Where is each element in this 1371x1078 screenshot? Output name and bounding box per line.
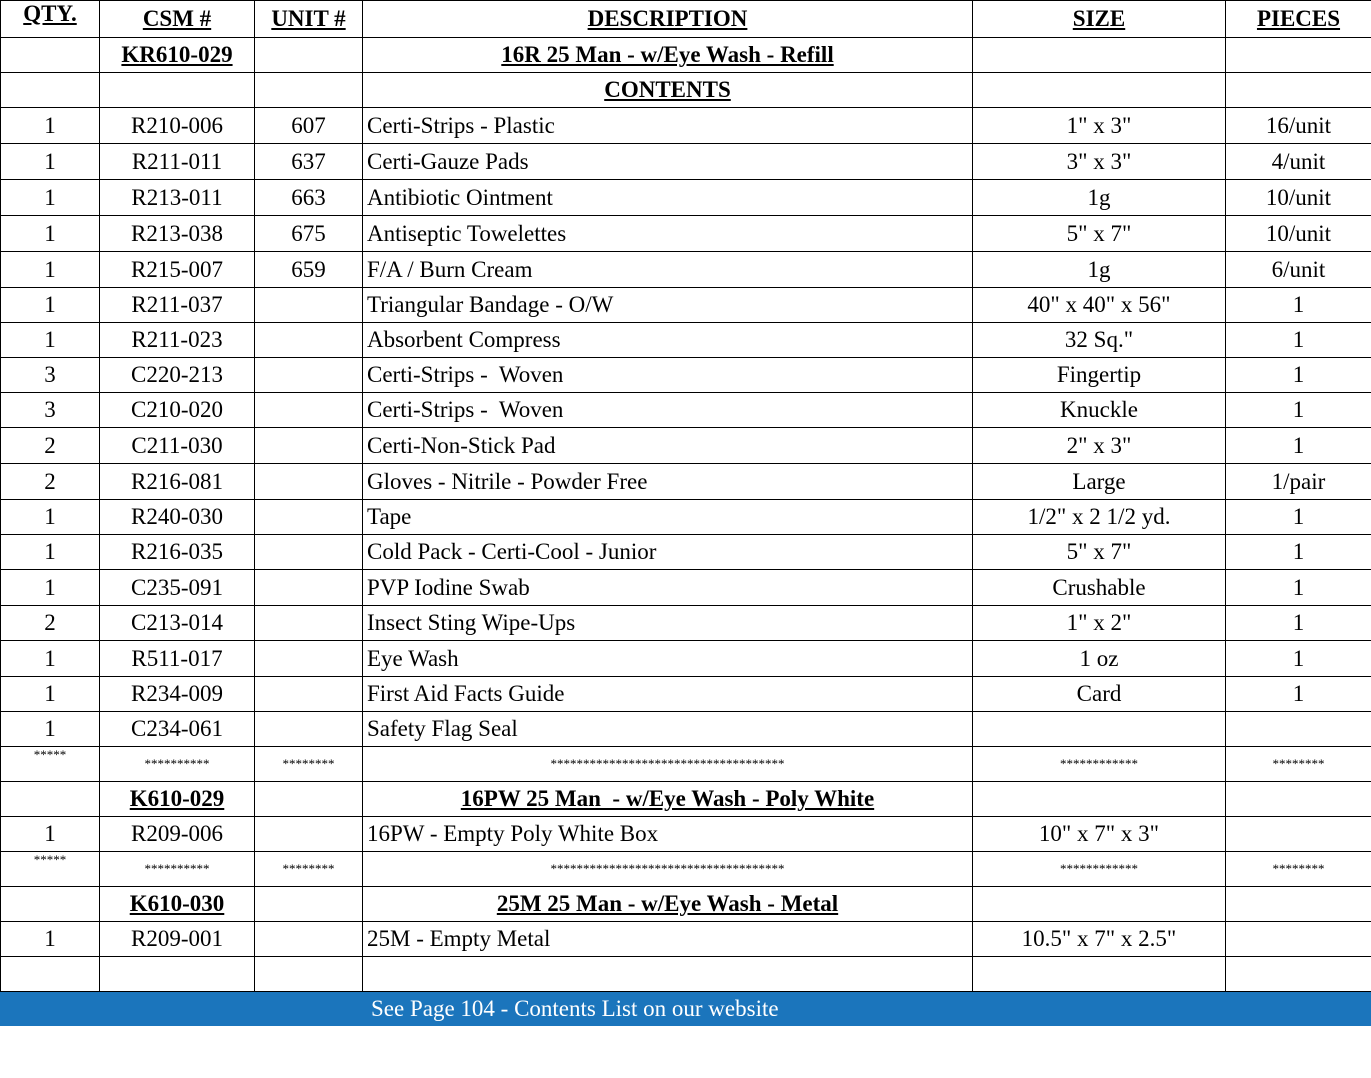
description-cell: Eye Wash — [363, 641, 973, 677]
size-cell: 40" x 40" x 56" — [973, 288, 1226, 323]
description-cell: Absorbent Compress — [363, 323, 973, 358]
kit1-title-row — [1, 38, 1371, 73]
kit1-title: 16R 25 Man - w/Eye Wash - Refill — [363, 38, 973, 73]
size-cell: 1/2" x 2 1/2 yd. — [973, 500, 1226, 535]
separator-pieces: ******** — [1226, 852, 1371, 887]
table-row — [1, 216, 1371, 252]
description-cell: Cold Pack - Certi-Cool - Junior — [363, 535, 973, 570]
footer-link-text[interactable]: See Page 104 - Contents List on our website — [371, 995, 779, 1021]
size-cell: 1" x 2" — [973, 606, 1226, 641]
qty-cell: 2 — [1, 428, 100, 464]
size-cell: 32 Sq." — [973, 323, 1226, 358]
kit2-csm: K610-029 — [100, 782, 255, 817]
header-unit: UNIT # — [255, 1, 363, 38]
qty-cell: 1 — [1, 500, 100, 535]
pieces-cell: 6/unit — [1226, 252, 1371, 288]
pieces-cell: 1 — [1226, 570, 1371, 606]
empty-row — [1, 957, 1371, 992]
size-cell: 1" x 3" — [973, 108, 1226, 144]
separator-size: ************ — [973, 747, 1226, 782]
table-row — [1, 464, 1371, 500]
pieces-cell: 1 — [1226, 677, 1371, 712]
csm-cell: R216-081 — [100, 464, 255, 500]
separator-csm: ********** — [100, 852, 255, 887]
csm-cell: R211-011 — [100, 144, 255, 180]
description-cell: Tape — [363, 500, 973, 535]
pieces-cell: 1 — [1226, 500, 1371, 535]
separator-unit: ******** — [255, 852, 363, 887]
pieces-cell: 1/pair — [1226, 464, 1371, 500]
csm-cell: R216-035 — [100, 535, 255, 570]
csm-cell: C213-014 — [100, 606, 255, 641]
description-cell: Certi-Strips - Plastic — [363, 108, 973, 144]
qty-cell: 2 — [1, 606, 100, 641]
qty-cell: 1 — [1, 570, 100, 606]
pieces-cell — [1226, 712, 1371, 747]
table-row — [1, 641, 1371, 677]
contents-label: CONTENTS — [363, 73, 973, 108]
qty-cell: 1 — [1, 922, 100, 957]
table-row — [1, 108, 1371, 144]
header-pieces: PIECES — [1226, 1, 1371, 38]
description-cell: Insect Sting Wipe-Ups — [363, 606, 973, 641]
unit-cell: 659 — [255, 252, 363, 288]
size-cell: Card — [973, 677, 1226, 712]
kit2-title-row — [1, 782, 1371, 817]
table-row — [1, 288, 1371, 323]
qty-cell: 1 — [1, 108, 100, 144]
separator-qty: ***** — [1, 747, 100, 782]
unit-cell — [255, 677, 363, 712]
unit-cell — [255, 570, 363, 606]
description-cell: PVP Iodine Swab — [363, 570, 973, 606]
unit-cell — [255, 464, 363, 500]
unit-cell — [255, 323, 363, 358]
pieces-cell: 1 — [1226, 323, 1371, 358]
size-cell: 10.5" x 7" x 2.5" — [973, 922, 1226, 957]
qty-cell: 1 — [1, 323, 100, 358]
description-cell: Certi-Gauze Pads — [363, 144, 973, 180]
pieces-cell: 1 — [1226, 393, 1371, 428]
footer-banner — [1, 992, 1371, 1026]
pieces-cell: 10/unit — [1226, 216, 1371, 252]
qty-cell: 3 — [1, 393, 100, 428]
table-row — [1, 570, 1371, 606]
qty-cell: 1 — [1, 712, 100, 747]
size-cell: 5" x 7" — [973, 535, 1226, 570]
kit3-title: 25M 25 Man - w/Eye Wash - Metal — [363, 887, 973, 922]
pieces-cell: 1 — [1226, 428, 1371, 464]
size-cell: 5" x 7" — [973, 216, 1226, 252]
csm-cell: R209-006 — [100, 817, 255, 852]
unit-cell — [255, 712, 363, 747]
header-row — [1, 1, 1371, 38]
csm-cell: R511-017 — [100, 641, 255, 677]
pieces-cell: 1 — [1226, 535, 1371, 570]
size-cell: 3" x 3" — [973, 144, 1226, 180]
unit-cell: 675 — [255, 216, 363, 252]
description-cell: Safety Flag Seal — [363, 712, 973, 747]
kit2-title: 16PW 25 Man - w/Eye Wash - Poly White — [363, 782, 973, 817]
csm-cell: C235-091 — [100, 570, 255, 606]
separator-unit: ******** — [255, 747, 363, 782]
unit-cell — [255, 358, 363, 393]
description-cell: 25M - Empty Metal — [363, 922, 973, 957]
table-row — [1, 535, 1371, 570]
pieces-cell: 1 — [1226, 606, 1371, 641]
separator-row — [1, 852, 1371, 887]
size-cell: 10" x 7" x 3" — [973, 817, 1226, 852]
qty-cell: 1 — [1, 144, 100, 180]
size-cell: 2" x 3" — [973, 428, 1226, 464]
contents-label-row — [1, 73, 1371, 108]
csm-cell: R213-038 — [100, 216, 255, 252]
kit1-csm: KR610-029 — [100, 38, 255, 73]
description-cell: Certi-Strips - Woven — [363, 358, 973, 393]
size-cell: 1g — [973, 252, 1226, 288]
qty-cell: 1 — [1, 641, 100, 677]
qty-cell: 1 — [1, 180, 100, 216]
description-cell: Antibiotic Ointment — [363, 180, 973, 216]
csm-cell: R211-023 — [100, 323, 255, 358]
pieces-cell: 10/unit — [1226, 180, 1371, 216]
description-cell: Antiseptic Towelettes — [363, 216, 973, 252]
size-cell: 1g — [973, 180, 1226, 216]
size-cell: Knuckle — [973, 393, 1226, 428]
qty-cell: 1 — [1, 535, 100, 570]
description-cell: Certi-Strips - Woven — [363, 393, 973, 428]
pieces-cell: 4/unit — [1226, 144, 1371, 180]
qty-cell: 1 — [1, 288, 100, 323]
header-csm: CSM # — [100, 1, 255, 38]
table-row — [1, 252, 1371, 288]
separator-row — [1, 747, 1371, 782]
table-row — [1, 393, 1371, 428]
table-row — [1, 323, 1371, 358]
qty-cell: 1 — [1, 216, 100, 252]
unit-cell — [255, 641, 363, 677]
kit3-title-row — [1, 887, 1371, 922]
separator-size: ************ — [973, 852, 1226, 887]
header-description: DESCRIPTION — [363, 1, 973, 38]
csm-cell: R240-030 — [100, 500, 255, 535]
table-row — [1, 922, 1371, 957]
kit3-csm: K610-030 — [100, 887, 255, 922]
size-cell: Large — [973, 464, 1226, 500]
unit-cell — [255, 393, 363, 428]
header-size: SIZE — [973, 1, 1226, 38]
table-row — [1, 500, 1371, 535]
table-row — [1, 677, 1371, 712]
size-cell: Fingertip — [973, 358, 1226, 393]
size-cell: Crushable — [973, 570, 1226, 606]
unit-cell — [255, 500, 363, 535]
qty-cell: 1 — [1, 677, 100, 712]
unit-cell — [255, 535, 363, 570]
table-row — [1, 817, 1371, 852]
table-row — [1, 712, 1371, 747]
pieces-cell: 1 — [1226, 641, 1371, 677]
csm-cell: C210-020 — [100, 393, 255, 428]
unit-cell — [255, 288, 363, 323]
csm-cell: C211-030 — [100, 428, 255, 464]
qty-cell: 2 — [1, 464, 100, 500]
table-row — [1, 358, 1371, 393]
size-cell — [973, 712, 1226, 747]
unit-cell: 663 — [255, 180, 363, 216]
csm-cell: R215-007 — [100, 252, 255, 288]
qty-cell: 1 — [1, 252, 100, 288]
separator-description: ************************************ — [363, 852, 973, 887]
unit-cell — [255, 606, 363, 641]
pieces-cell: 16/unit — [1226, 108, 1371, 144]
csm-cell: C234-061 — [100, 712, 255, 747]
size-cell: 1 oz — [973, 641, 1226, 677]
description-cell: F/A / Burn Cream — [363, 252, 973, 288]
description-cell: Certi-Non-Stick Pad — [363, 428, 973, 464]
qty-cell: 3 — [1, 358, 100, 393]
separator-qty: ***** — [1, 852, 100, 887]
unit-cell — [255, 428, 363, 464]
separator-pieces: ******** — [1226, 747, 1371, 782]
header-qty: QTY. — [1, 1, 100, 38]
table-row — [1, 428, 1371, 464]
csm-cell: R213-011 — [100, 180, 255, 216]
table-row — [1, 144, 1371, 180]
pieces-cell: 1 — [1226, 288, 1371, 323]
csm-cell: R234-009 — [100, 677, 255, 712]
description-cell: First Aid Facts Guide — [363, 677, 973, 712]
csm-cell: R210-006 — [100, 108, 255, 144]
description-cell: Gloves - Nitrile - Powder Free — [363, 464, 973, 500]
csm-cell: R209-001 — [100, 922, 255, 957]
qty-cell: 1 — [1, 817, 100, 852]
unit-cell: 637 — [255, 144, 363, 180]
separator-csm: ********** — [100, 747, 255, 782]
separator-description: ************************************ — [363, 747, 973, 782]
pieces-cell: 1 — [1226, 358, 1371, 393]
table-row — [1, 606, 1371, 641]
table-row — [1, 180, 1371, 216]
unit-cell: 607 — [255, 108, 363, 144]
description-cell: Triangular Bandage - O/W — [363, 288, 973, 323]
csm-cell: R211-037 — [100, 288, 255, 323]
description-cell: 16PW - Empty Poly White Box — [363, 817, 973, 852]
csm-cell: C220-213 — [100, 358, 255, 393]
